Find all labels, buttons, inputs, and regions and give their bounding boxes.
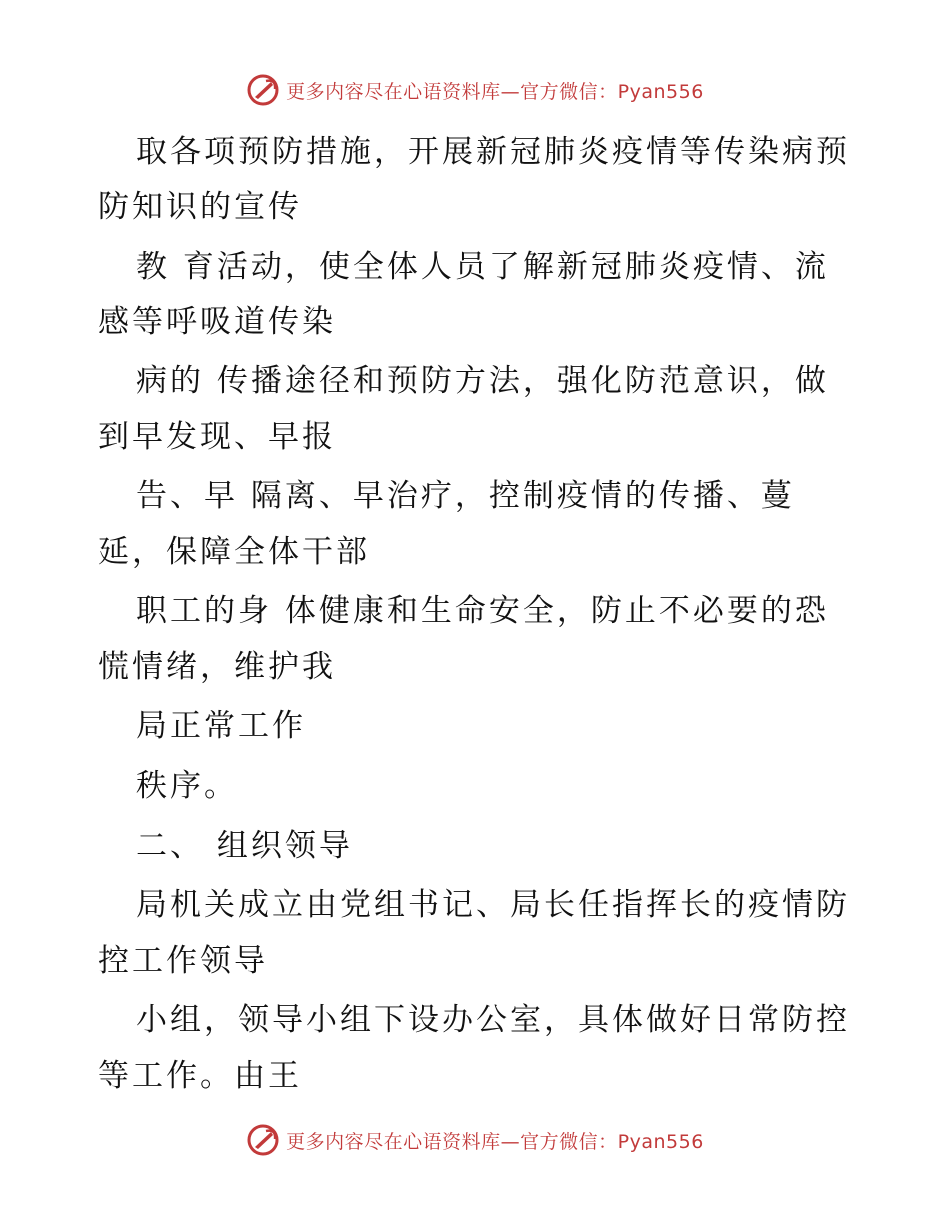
body-line-5: 病的 传播途径和预防方法，强化防范意识，做 (136, 363, 829, 399)
body-line-10: 慌情绪，维护我 (98, 649, 336, 685)
footer-banner-text: 更多内容尽在心语资料库—官方微信：Pyan556 (286, 1130, 704, 1153)
body-line-17: 等工作。由王 (98, 1058, 302, 1094)
body-line-4: 感等呼吸道传染 (98, 304, 336, 340)
logo-icon (246, 1123, 280, 1157)
body-line-3: 教 育活动，使全体人员了解新冠肺炎疫情、流 (136, 249, 829, 285)
body-line-16: 小组，领导小组下设办公室，具体做好日常防控 (136, 1002, 850, 1038)
body-line-14: 局机关成立由党组书记、局长任指挥长的疫情防 (136, 887, 850, 923)
logo-icon (246, 73, 280, 107)
body-line-9: 职工的身 体健康和生命安全，防止不必要的恐 (136, 593, 829, 629)
body-line-7: 告、早 隔离、早治疗，控制疫情的传播、蔓 (136, 478, 795, 514)
body-line-6: 到早发现、早报 (98, 419, 336, 455)
section-heading: 二、 组织领导 (136, 828, 353, 864)
header-banner-text: 更多内容尽在心语资料库—官方微信：Pyan556 (286, 80, 704, 103)
body-line-12: 秩序。 (136, 768, 238, 804)
body-line-11: 局正常工作 (136, 708, 306, 744)
body-line-2: 防知识的宣传 (98, 189, 302, 225)
header-watermark (0, 70, 950, 110)
footer-watermark (0, 1120, 950, 1160)
body-line-1: 取各项预防措施，开展新冠肺炎疫情等传染病预 (136, 134, 850, 170)
body-line-15: 控工作领导 (98, 943, 268, 979)
body-line-8: 延，保障全体干部 (98, 534, 370, 570)
